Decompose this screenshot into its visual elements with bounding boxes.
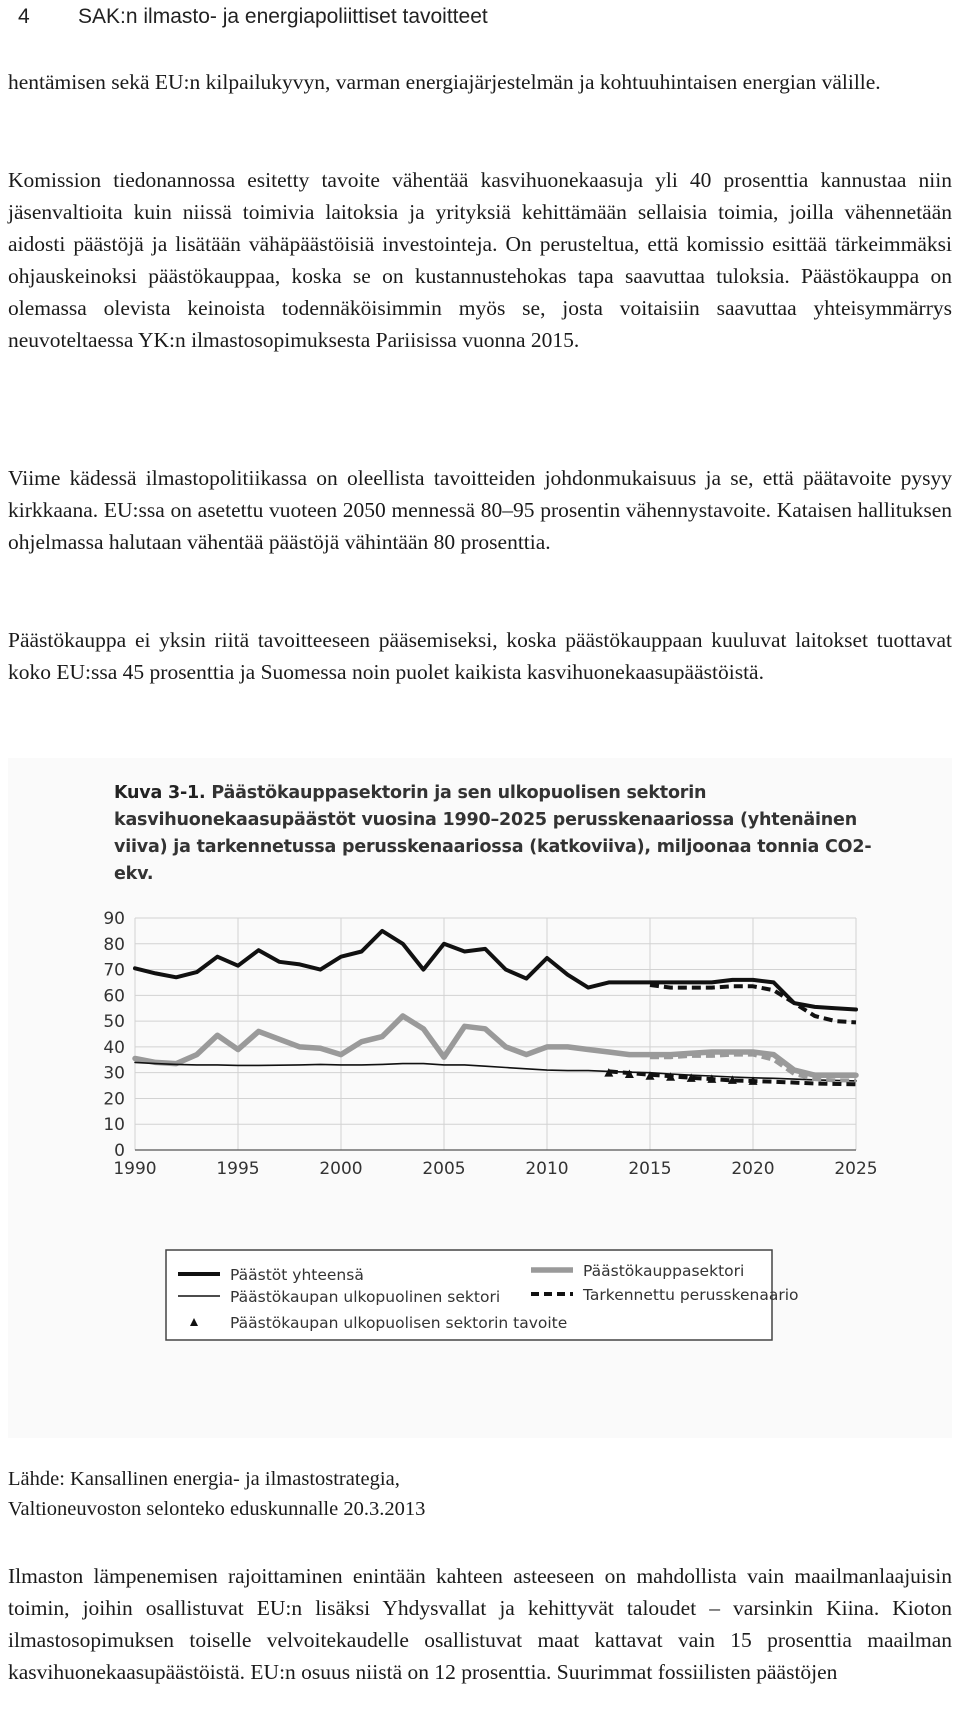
series-line (135, 1062, 856, 1081)
paragraph-5 (8, 1560, 952, 1688)
legend-label: Päästökaupan ulkopuolisen sektorin tavoite (230, 1314, 568, 1332)
figure-caption-text: Päästökauppasektorin ja sen ulkopuolisen sektorin kasvihuonekaasupäästöt vuosina 1990–2025 perusskenaariossa (yhtenäinen viiva) ja tarkennetussa perusskenaariossa (katkoviiva), miljoonaa tonnia CO2-ekv. (114, 783, 872, 884)
paragraph-text: Päästökauppa ei yksin riitä tavoitteeseen pääsemiseksi, koska päästökauppaan kuuluvat laitokset tuottavat koko EU:ssa 45 prosenttia ja Suomessa noin puolet kaikista kasvihuonekaasupäästöistä. (8, 628, 952, 684)
x-tick-label: 2000 (319, 1159, 363, 1179)
legend-label: Päästökauppasektori (583, 1262, 745, 1280)
paragraph-4 (8, 624, 952, 688)
figure-source (8, 1464, 425, 1524)
paragraph-text: Ilmaston lämpenemisen rajoittaminen enintään kahteen asteeseen on mahdollista vain maailmanlaajuisin toimin, joihin osallistuvat EU:n lisäksi Yhdysvallat ja kehittyvät taloudet – varsinkin Kiina. Kioton ilmastosopimuksen toiselle velvoitekaudelle osallistuvat maat kattavat vain 15 prosenttia maailman kasvihuonekaasupäästöistä. EU:n osuus niistä on 12 prosenttia. Suurimmat fossiilisten päästöjen (8, 1564, 952, 1684)
running-title: SAK:n ilmasto- ja energiapoliittiset tavoitteet (78, 5, 488, 28)
y-tick-label: 70 (103, 960, 125, 981)
x-tick-label: 1995 (216, 1159, 260, 1179)
y-tick-label: 90 (103, 909, 125, 929)
y-tick-label: 30 (103, 1063, 125, 1084)
source-line-2: Valtioneuvoston selonteko eduskunnalle 20.3.2013 (8, 1498, 426, 1520)
paragraph-1 (8, 66, 952, 98)
page-number: 4 (18, 5, 30, 28)
y-tick-label: 0 (114, 1141, 125, 1161)
legend-label: Päästökaupan ulkopuolinen sektori (230, 1288, 501, 1306)
paragraph-3 (8, 462, 952, 558)
x-tick-label: 2020 (731, 1159, 775, 1179)
paragraph-2 (8, 164, 952, 356)
paragraph-text: Viime kädessä ilmastopolitiikassa on oleellista tavoitteiden johdonmukaisuus ja se, että päätavoite pysyy kirkkaana. EU:ssa on asetettu vuoteen 2050 mennessä 80–95 prosentin vähennystavoite. Kataisen hallituksen ohjelmassa halutaan vähentää päästöjä vähintään 80 prosenttia. (8, 466, 952, 554)
emissions-chart (8, 758, 952, 1438)
x-tick-label: 2015 (628, 1159, 672, 1179)
paragraph-text: hentämisen sekä EU:n kilpailukyvyn, varman energiajärjestelmän ja kohtuuhintaisen energian välille. (8, 70, 881, 94)
paragraph-text: Komission tiedonannossa esitetty tavoite vähentää kasvihuonekaasuja yli 40 prosenttia kannustaa niin jäsenvaltioita kuin niissä toimivia laitoksia ja yrityksiä kehittämään sellaisia toimia, joilla vähennetään aidosti päästöjä ja lisätään vähäpäästöisiä investointeja. On perusteltua, että komissio esittää tärkeimmäksi ohjauskeinoksi päästökauppaa, koska se on kustannustehokas tapa saavuttaa tuloksia. Päästökauppa on olemassa olevista keinoista todennäköisimmin myös se, josta voitaisiin saavuttaa yhteisymmärrys neuvoteltaessa YK:n ilmastosopimuksesta Pariisissa vuonna 2015. (8, 168, 952, 352)
x-tick-label: 2025 (834, 1159, 878, 1179)
y-tick-label: 80 (103, 934, 125, 955)
series-line (135, 931, 856, 1010)
y-tick-label: 10 (103, 1115, 125, 1136)
x-tick-label: 2010 (525, 1159, 569, 1179)
y-tick-label: 40 (103, 1037, 125, 1058)
y-tick-label: 50 (103, 1012, 125, 1033)
figure-caption-lead: Kuva 3-1. (114, 783, 206, 803)
page-header (8, 0, 488, 34)
legend-label: Tarkennettu perusskenaario (583, 1286, 799, 1304)
y-tick-label: 20 (103, 1089, 125, 1110)
figure-3-1 (8, 758, 952, 1438)
x-tick-label: 1990 (113, 1159, 157, 1179)
source-line-1: Lähde: Kansallinen energia- ja ilmastostrategia, (8, 1468, 400, 1490)
y-tick-label: 60 (103, 986, 125, 1007)
legend-label: Päästöt yhteensä (230, 1266, 364, 1284)
x-tick-label: 2005 (422, 1159, 466, 1179)
